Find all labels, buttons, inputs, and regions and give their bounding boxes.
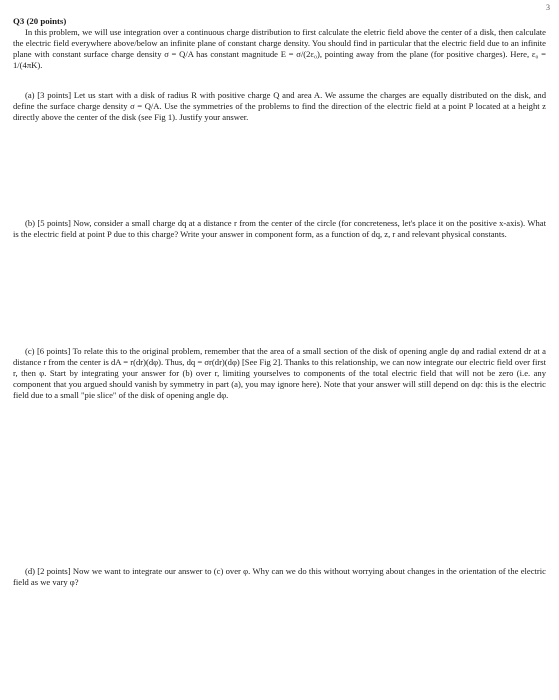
question-intro: In this problem, we will use integration over a continuous charge distribution to first calculate the eletric field above the center of a disk, then calculate the electric field everywhere above/below an infinite plane of constant charge density. You should find in particular that the electric field due to an infinite plane with constant surface charge density σ = Q/A has constant magnitude E = σ/(2ε₀), pointing away from the plane (for positive charges). Here, ε₀ = 1/(4πK). [13,26,546,70]
part-b: (b) [5 points] Now, consider a small charge dq at a distance r from the center of the circle (for concreteness, let's place it on the positive x-axis). What is the electric field at point P due to this charge? Write your answer in component form, as a function of dq, z, r and relevant physical constants. [13,218,546,239]
page-number: 3 [546,3,550,12]
part-a: (a) [3 points] Let us start with a disk of radius R with positive charge Q and area A. We assume the charges are equally distributed on the disk, and define the surface charge density σ = Q/A. Use the symmetries of the problems to find the direction of the electric field at a point P located at a height z directly above the center of the disk (see Fig 1). Justify your answer. [13,90,546,122]
part-c: (c) [6 points] To relate this to the original problem, remember that the area of a small section of the disk of opening angle dφ and radial extend dr at a distance r from the center is dA = r(dr)(dφ). Thus, dq = σr(dr)(dφ) [See Fig 2]. Thanks to this relationship, we can now integrate our electric field over first r, then φ. Start by integrating your answer for (b) over r, limiting yourselves to components of the total electric field that will not be zero (i.e. any component that you argued should vanish by symmetry in part (a), you may ignore here). Note that your answer will still depend on dφ: this is the electric field due to a small "pie slice" of the disk of opening angle dφ. [13,346,546,400]
part-d: (d) [2 points] Now we want to integrate our answer to (c) over φ. Why can we do this without worrying about changes in the orientation of the electric field as we vary φ? [13,566,546,587]
question-title: Q3 (20 points) [13,16,67,26]
question-3-header [13,16,546,71]
